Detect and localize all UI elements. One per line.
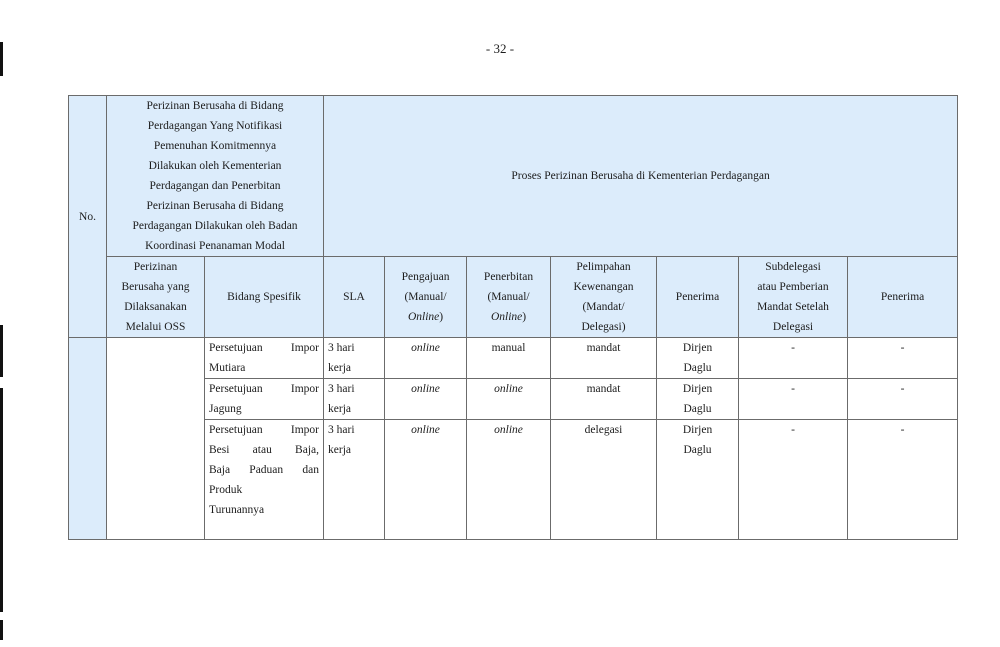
header-row-2 (69, 257, 958, 338)
cell-bidang (205, 420, 324, 540)
header-oss-line: Perizinan (133, 261, 178, 273)
cell-pengajuan-value: online (411, 383, 440, 395)
cell-sla (324, 420, 385, 540)
cell-penerima-2: - (848, 338, 958, 379)
cell-sla-line: 3 hari (328, 424, 355, 436)
scan-edge-mark-lower (0, 388, 3, 612)
cell-bidang-line: Persetujuan Impor (209, 342, 320, 354)
header-penerbitan-line: (Manual/ (487, 291, 530, 303)
header-penerbitan-line: Penerbitan (483, 271, 534, 283)
header-pengajuan (385, 257, 467, 338)
header-pelimpahan-line: Kewenangan (573, 281, 634, 293)
header-penerima-2: Penerima (848, 257, 958, 338)
cell-subdelegasi: - (739, 379, 848, 420)
header-pelimpahan-line: Pelimpahan (576, 261, 631, 273)
header-penerbitan-close: ) (522, 311, 527, 323)
cell-penerima (657, 379, 739, 420)
cell-penerima-line: Dirjen (682, 383, 713, 395)
cell-penerima-2: - (848, 420, 958, 540)
header-penerbitan-italic: Online (490, 311, 523, 323)
header-pengajuan-close: ) (439, 311, 444, 323)
header-oss-line: Melalui OSS (125, 321, 186, 333)
cell-penerima-line: Daglu (683, 444, 712, 456)
cell-bidang-line: Jagung (209, 403, 242, 415)
cell-penerima (657, 338, 739, 379)
header-perizinan-line: Perizinan Berusaha di Bidang (146, 100, 284, 112)
cell-sla (324, 338, 385, 379)
header-row-1 (69, 96, 958, 257)
header-penerbitan-line (471, 307, 546, 327)
cell-penerima-line: Dirjen (682, 424, 713, 436)
cell-subdelegasi: - (739, 338, 848, 379)
header-no: No. (69, 96, 107, 338)
header-proses-group: Proses Perizinan Berusaha di Kementerian Perdagangan (324, 96, 958, 257)
cell-oss-empty (107, 338, 205, 540)
header-perizinan-line: Pemenuhan Komitmennya (153, 140, 277, 152)
page-number: - 32 - (485, 41, 515, 56)
header-perizinan-line: Perizinan Berusaha di Bidang (146, 200, 284, 212)
header-pengajuan-line: Pengajuan (401, 271, 450, 283)
header-penerima: Penerima (657, 257, 739, 338)
cell-bidang (205, 338, 324, 379)
header-perizinan-line: Perdagangan dan Penerbitan (149, 180, 281, 192)
cell-sla-line: kerja (328, 403, 351, 415)
cell-pelimpahan: mandat (551, 338, 657, 379)
cell-pelimpahan: mandat (551, 379, 657, 420)
header-penerbitan (467, 257, 551, 338)
cell-sla-line: kerja (328, 444, 351, 456)
cell-bidang-line: Besi atau Baja, (209, 444, 320, 456)
header-sla: SLA (324, 257, 385, 338)
licensing-table (68, 95, 958, 540)
cell-penerima-line: Daglu (683, 403, 712, 415)
header-subdelegasi-line: Subdelegasi (765, 261, 821, 273)
scan-edge-mark-middle (0, 325, 3, 377)
cell-penerbitan: manual (467, 338, 551, 379)
scan-edge-mark-bottom (0, 620, 3, 640)
cell-sla-line: kerja (328, 362, 351, 374)
cell-bidang-line: Mutiara (209, 362, 246, 374)
cell-pengajuan (385, 420, 467, 540)
cell-penerima-line: Daglu (683, 362, 712, 374)
header-pengajuan-line (389, 307, 462, 327)
cell-penerbitan (467, 379, 551, 420)
cell-no-empty (69, 338, 107, 540)
header-subdelegasi-line: atau Pemberian (757, 281, 829, 293)
header-subdelegasi-line: Mandat Setelah (757, 301, 829, 313)
cell-bidang-line: Turunannya (209, 504, 265, 516)
cell-bidang-line: Persetujuan Impor (209, 424, 320, 436)
cell-bidang-line: Produk (209, 484, 243, 496)
header-oss-line: Berusaha yang (121, 281, 190, 293)
cell-subdelegasi: - (739, 420, 848, 540)
header-perizinan-oss (107, 257, 205, 338)
header-perizinan-line: Perdagangan Dilakukan oleh Badan (132, 220, 298, 232)
cell-bidang-line: Baja Paduan dan (209, 464, 320, 476)
table-row (69, 338, 958, 379)
cell-penerima (657, 420, 739, 540)
cell-pelimpahan: delegasi (551, 420, 657, 540)
header-pelimpahan-line: Delegasi) (581, 321, 626, 333)
cell-sla-line: 3 hari (328, 383, 355, 395)
cell-pengajuan-value: online (411, 342, 440, 354)
cell-sla (324, 379, 385, 420)
header-subdelegasi-line: Delegasi (772, 321, 814, 333)
cell-penerima-2: - (848, 379, 958, 420)
header-oss-line: Dilaksanakan (124, 301, 187, 313)
cell-pengajuan (385, 379, 467, 420)
header-pengajuan-italic: Online (407, 311, 440, 323)
header-pelimpahan-line: (Mandat/ (582, 301, 625, 313)
header-perizinan-line: Perdagangan Yang Notifikasi (147, 120, 283, 132)
header-perizinan-group (107, 96, 324, 257)
header-perizinan-line: Dilakukan oleh Kementerian (148, 160, 282, 172)
cell-pengajuan (385, 338, 467, 379)
cell-bidang-line: Persetujuan Impor (209, 383, 320, 395)
header-subdelegasi (739, 257, 848, 338)
cell-pengajuan-value: online (411, 424, 440, 436)
cell-penerima-line: Dirjen (682, 342, 713, 354)
cell-bidang (205, 379, 324, 420)
cell-penerbitan-value: online (494, 424, 523, 436)
header-pelimpahan (551, 257, 657, 338)
header-bidang-spesifik: Bidang Spesifik (205, 257, 324, 338)
cell-sla-line: 3 hari (328, 342, 355, 354)
cell-penerbitan (467, 420, 551, 540)
cell-penerbitan-value: online (494, 383, 523, 395)
header-perizinan-line: Koordinasi Penanaman Modal (145, 240, 285, 252)
header-pengajuan-line: (Manual/ (404, 291, 447, 303)
